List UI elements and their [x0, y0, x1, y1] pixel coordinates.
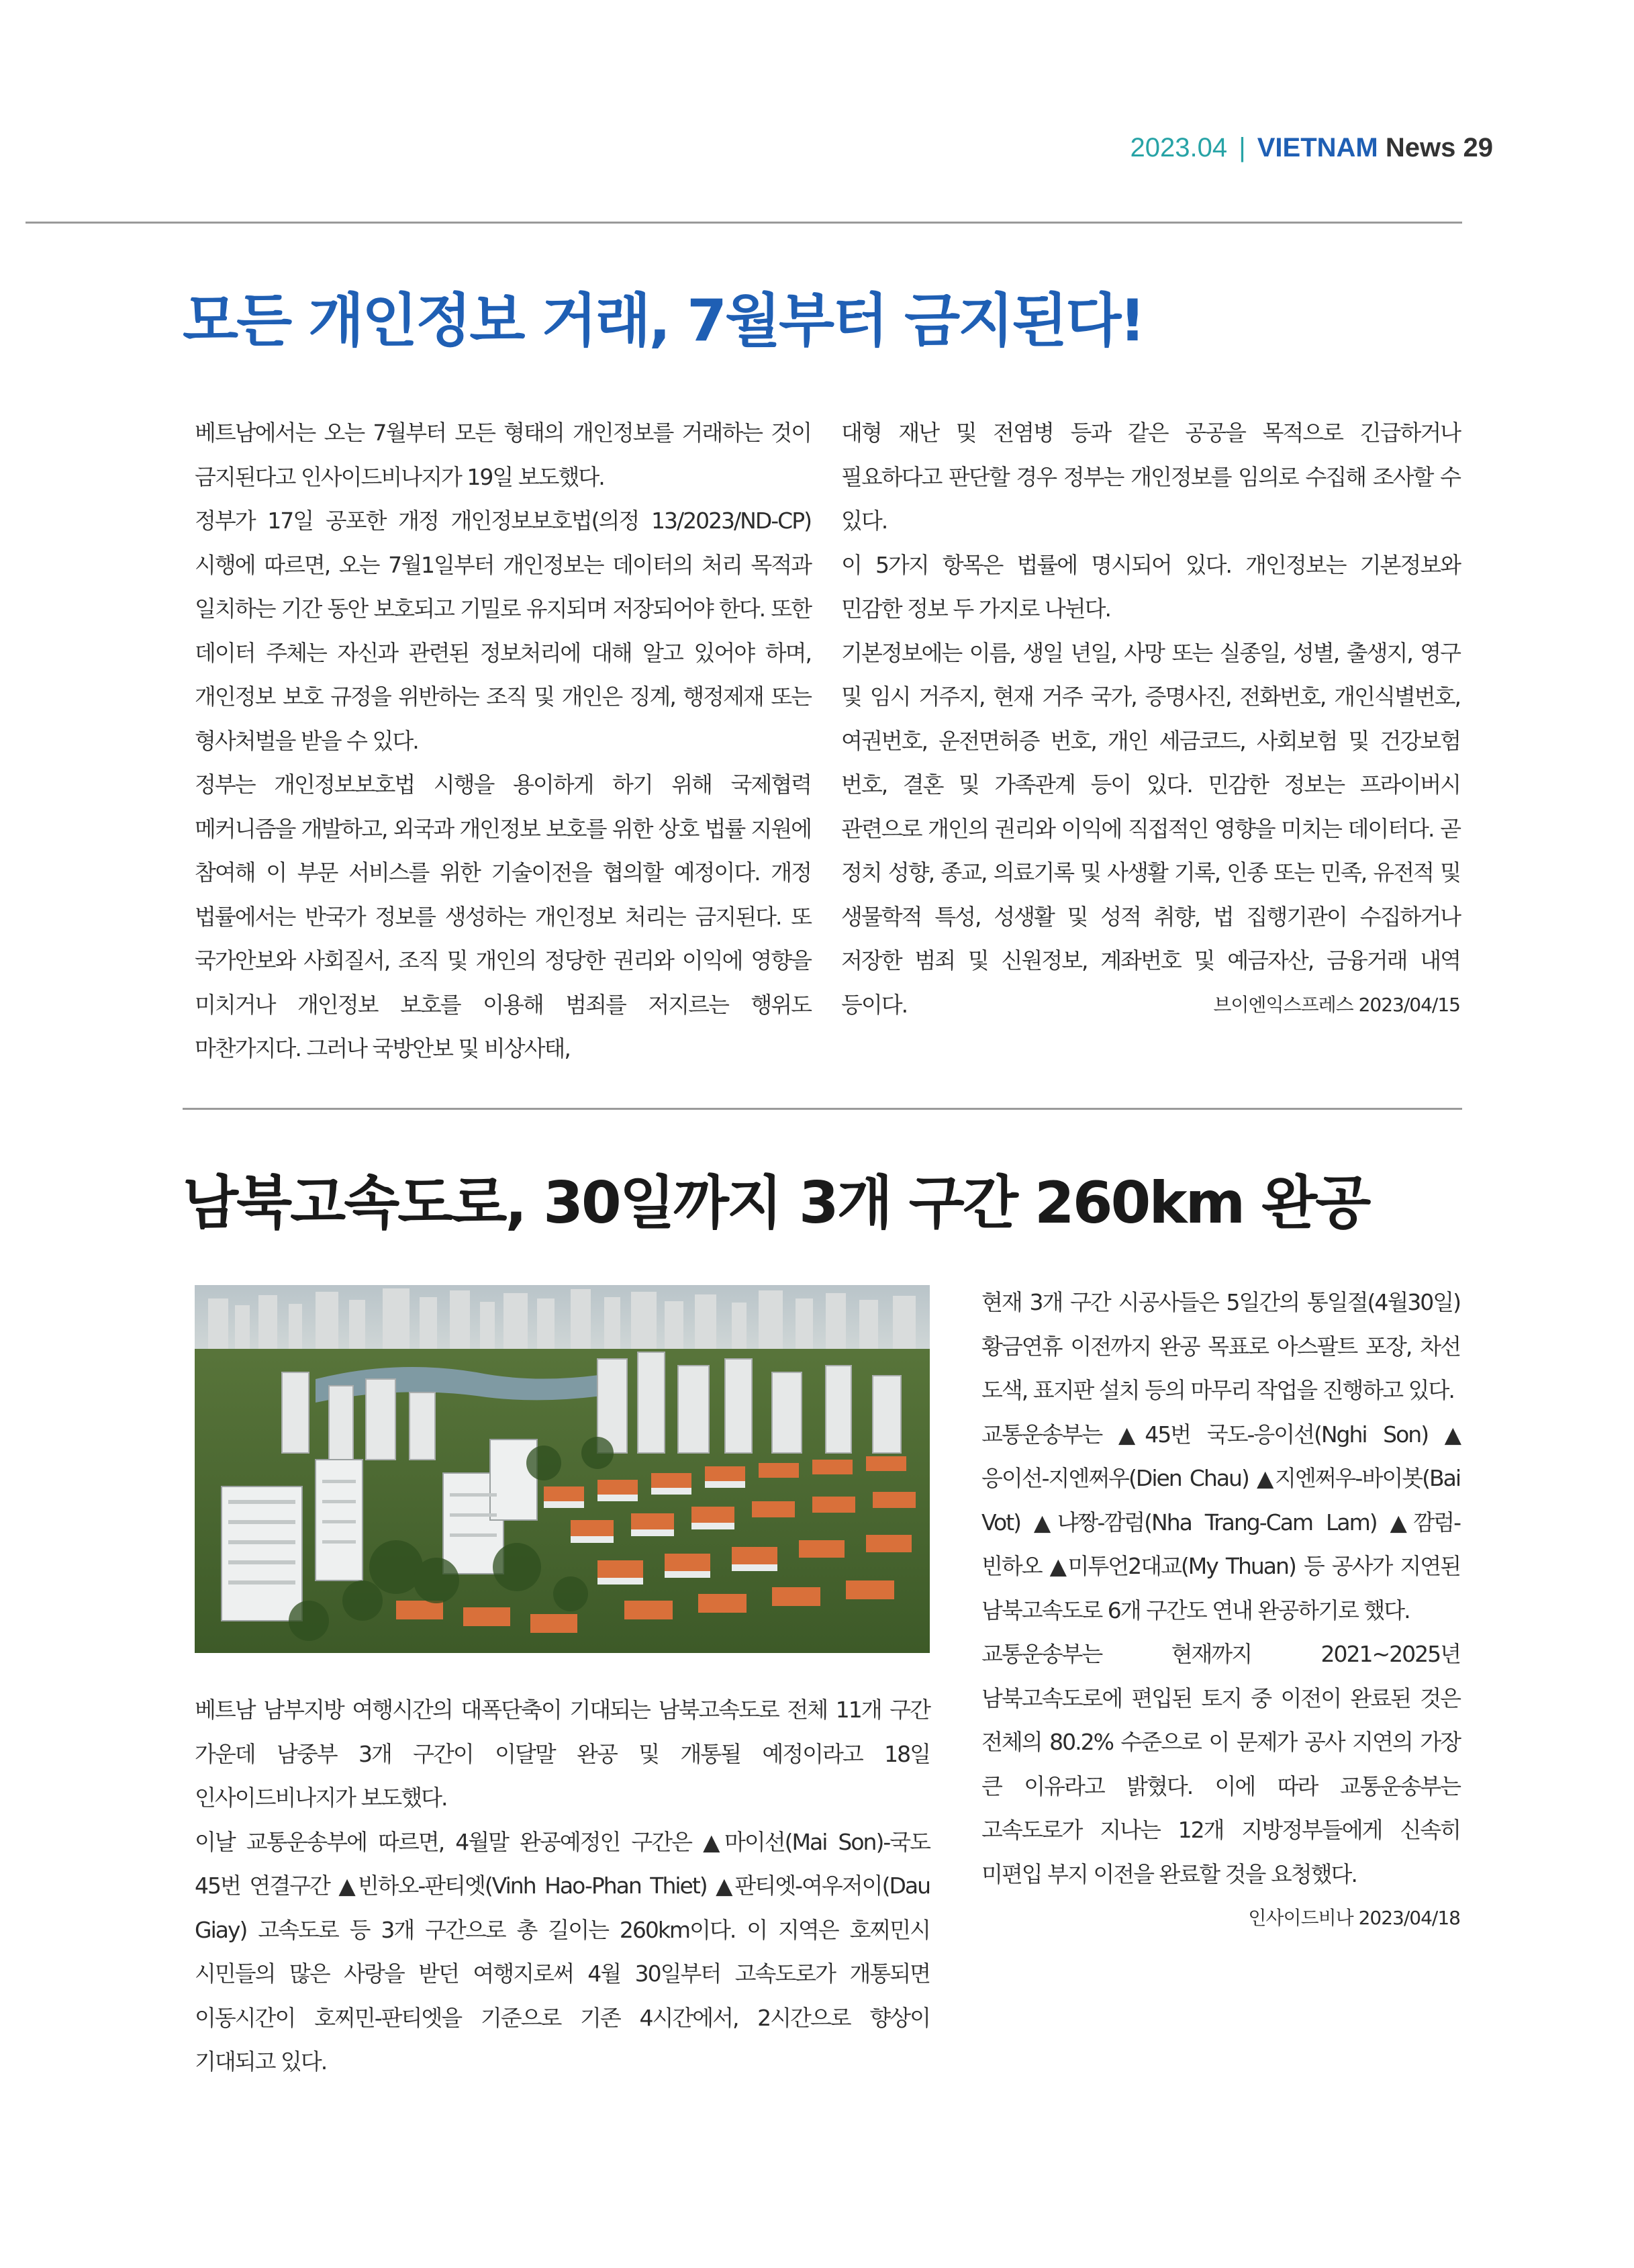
paragraph: 대형 재난 및 전염병 등과 같은 공공을 목적으로 긴급하거나 필요하다고 판단할 경우 정부는 개인정보를 임의로 수집해 조사할 수 있다. — [841, 420, 1460, 534]
paragraph: 베트남 남부지방 여행시간의 대폭단축이 기대되는 남북고속도로 전체 11개 구간 가운데 남중부 3개 구간이 이달말 완공 및 개통될 예정이라고 18일 인사이드비나지가 보도했다. — [195, 1697, 930, 1811]
article2-source: 인사이드비나 2023/04/18 — [1248, 1907, 1460, 1929]
article1-column-left — [195, 411, 811, 1071]
paragraph: 교통운송부는 ▲45번 국도-응이선(Nghi Son) ▲응이선-지엔쩌우(Dien Chau) ▲지엔쩌우-바이봇(Bai Vot) ▲냐짱-깜럼(Nha Trang-Cam Lam) ▲깜럼-빈하오 ▲미투언2대교(My Thuan) 등 공사가 지연된 남북고속도로 6개 구간도 연내 완공하기로 했다. — [981, 1421, 1460, 1623]
paragraph: 이날 교통운송부에 따르면, 4월말 완공예정인 구간은 ▲마이선(Mai Son)-국도 45번 연결구간 ▲빈하오-판티엣(Vinh Hao-Phan Thiet) ▲판티엣-여우저이(Dau Giay) 고속도로 등 3개 구간으로 총 길이는 260km이다. 이 지역은 호찌민시 시민들의 많은 사랑을 받던 여행지로써 4월 30일부터 고속도로가 개통되면 이동시간이 호찌민-판티엣을 기준으로 기존 4시간에서, 2시간으로 향상이 기대되고 있다. — [195, 1828, 930, 2075]
paragraph: 정부가 17일 공포한 개정 개인정보보호법(의정 13/2023/ND-CP) 시행에 따르면, 오는 7월1일부터 개인정보는 데이터의 처리 목적과 일치하는 기간 동안 보호되고 기밀로 유지되며 저장되어야 한다. 또한 데이터 주체는 자신과 관련된 정보처리에 대해 알고 있어야 하며, 개인정보 보호 규정을 위반하는 조직 및 개인은 징계, 행정제재 또는 형사처벌을 받을 수 있다. — [195, 508, 811, 754]
article2-column-right — [981, 1280, 1460, 1940]
paragraph: 베트남에서는 오는 7월부터 모든 형태의 개인정보를 거래하는 것이 금지된다고 인사이드비나지가 19일 보도했다. — [195, 420, 811, 490]
paragraph: 현재 3개 구간 시공사들은 5일간의 통일절(4월30일) 황금연휴 이전까지 완공 목표로 아스팔트 포장, 차선 도색, 표지판 설치 등의 마무리 작업을 진행하고 있다. — [981, 1289, 1460, 1403]
header-divider — [26, 222, 1462, 224]
page-header — [1131, 133, 1493, 163]
issue-date: 2023.04 — [1130, 133, 1228, 162]
magazine-news: News — [1385, 133, 1456, 162]
paragraph — [841, 631, 1460, 1027]
article2-column-left — [195, 1688, 930, 2084]
article1-column-right — [841, 411, 1460, 1027]
article-divider — [183, 1108, 1462, 1110]
article1-source: 브이엔익스프레스 2023/04/15 — [1213, 993, 1460, 1016]
page-number: 29 — [1463, 133, 1493, 162]
aerial-city-photo — [195, 1285, 930, 1653]
header-separator: | — [1239, 133, 1246, 162]
paragraph: 교통운송부는 현재까지 2021~2025년 남북고속도로에 편입된 토지 중 이전이 완료된 것은 전체의 80.2% 수준으로 이 문제가 공사 지연의 가장 큰 이유라고 밝혔다. 이에 따라 교통운송부는 고속도로가 지나는 12개 지방정부들에게 신속히 미편입 부지 이전을 완료할 것을 요청했다. — [981, 1641, 1460, 1887]
magazine-brand: VIETNAM — [1257, 133, 1378, 162]
paragraph: 이 5가지 항목은 법률에 명시되어 있다. 개인정보는 기본정보와 민감한 정보 두 가지로 나뉜다. — [841, 551, 1460, 622]
article2-title: 남북고속도로, 30일까지 3개 구간 260km 완공 — [183, 1170, 1369, 1237]
article1-title: 모든 개인정보 거래, 7월부터 금지된다! — [183, 287, 1144, 355]
paragraph: 정부는 개인정보보호법 시행을 용이하게 하기 위해 국제협력 메커니즘을 개발하고, 외국과 개인정보 보호를 위한 상호 법률 지원에 참여해 이 부문 서비스를 위한 기술이전을 협의할 예정이다. 개정 법률에서는 반국가 정보를 생성하는 개인정보 처리는 금지된다. 또 국가안보와 사회질서, 조직 및 개인의 정당한 권리와 이익에 영향을 미치거나 개인정보 보호를 이용해 범죄를 저지르는 행위도 마찬가지다. 그러나 국방안보 및 비상사태, — [195, 771, 811, 1061]
paragraph-text: 기본정보에는 이름, 생일 년일, 사망 또는 실종일, 성별, 출생지, 영구 및 임시 거주지, 현재 거주 국가, 증명사진, 전화번호, 개인식별번호, 여권번호, 운전면허증 번호, 개인 세금코드, 사회보험 및 건강보험 번호, 결혼 및 가족관계 등이 있다. 민감한 정보는 프라이버시 관련으로 개인의 권리와 이익에 직접적인 영향을 미치는 데이터다. 곧 정치 성향, 종교, 의료기록 및 사생활 기록, 인종 또는 민족, 유전적 및 생물학적 특성, 성생활 및 성적 취향, 법 집행기관이 수집하거나 저장한 범죄 및 신원정보, 계좌번호 및 예금자산, 금융거래 내역 등이다. — [841, 639, 1460, 1018]
